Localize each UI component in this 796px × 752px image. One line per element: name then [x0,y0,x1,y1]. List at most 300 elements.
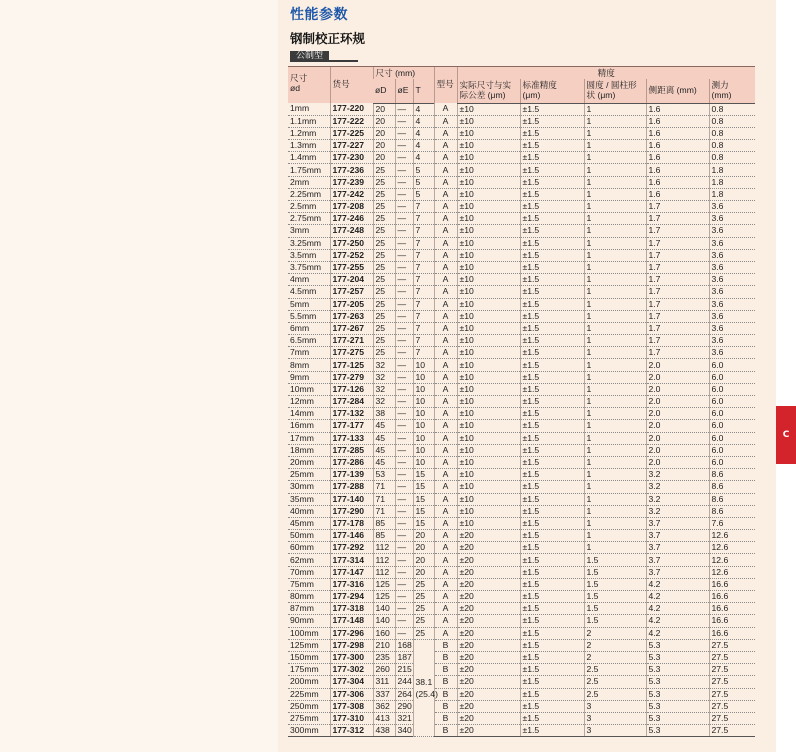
cell-t: 10 [413,432,434,444]
table-row [288,444,755,456]
cell-standard-precision: ±1.5 [520,591,584,603]
cell-t: 7 [413,237,434,249]
cell-size: 1.4mm [288,152,330,164]
cell-measuring-force: 8.6 [709,481,755,493]
cell-standard-precision: ±1.5 [520,578,584,590]
table-row [288,688,755,700]
cell-type: A [434,335,457,347]
cell-measuring-force: 6.0 [709,359,755,371]
cell-side-distance: 1.7 [646,225,709,237]
cell-measuring-force: 8.6 [709,493,755,505]
cell-code: 177-284 [330,396,373,408]
cell-oe: — [395,456,413,468]
cell-t: 4 [413,103,434,115]
table-row [288,712,755,724]
cell-t: 5 [413,176,434,188]
cell-od: 45 [373,432,395,444]
cell-od: 25 [373,164,395,176]
cell-roundness: 1 [584,286,646,298]
cell-oe: — [395,591,413,603]
cell-standard-precision: ±1.5 [520,201,584,213]
cell-type: A [434,127,457,139]
table-row [288,176,755,188]
cell-od: 125 [373,578,395,590]
cell-roundness: 1 [584,335,646,347]
cell-tolerance: ±10 [457,469,520,481]
header-precision-group: 精度 [457,67,755,80]
cell-measuring-force: 12.6 [709,542,755,554]
cell-side-distance: 2.0 [646,420,709,432]
table-row [288,152,755,164]
cell-od: 25 [373,213,395,225]
cell-side-distance: 4.2 [646,591,709,603]
cell-oe: 187 [395,651,413,663]
cell-measuring-force: 27.5 [709,651,755,663]
cell-od: 20 [373,152,395,164]
cell-standard-precision: ±1.5 [520,725,584,737]
cell-roundness: 1 [584,140,646,152]
cell-type: B [434,700,457,712]
cell-measuring-force: 0.8 [709,127,755,139]
table-row [288,408,755,420]
cell-side-distance: 5.3 [646,700,709,712]
header-code: 货号 [330,67,373,104]
cell-oe: — [395,322,413,334]
cell-side-distance: 3.7 [646,530,709,542]
cell-standard-precision: ±1.5 [520,651,584,663]
cell-tolerance: ±10 [457,481,520,493]
cell-standard-precision: ±1.5 [520,542,584,554]
cell-type: A [434,286,457,298]
cell-t: 10 [413,371,434,383]
cell-roundness: 3 [584,725,646,737]
cell-code: 177-148 [330,615,373,627]
cell-measuring-force: 3.6 [709,249,755,261]
table-row [288,664,755,676]
cell-code: 177-126 [330,383,373,395]
cell-t: 25 [413,603,434,615]
cell-standard-precision: ±1.5 [520,335,584,347]
cell-tolerance: ±10 [457,225,520,237]
cell-measuring-force: 27.5 [709,712,755,724]
cell-t: 25 [413,578,434,590]
cell-tolerance: ±10 [457,432,520,444]
cell-tolerance: ±20 [457,603,520,615]
cell-code: 177-306 [330,688,373,700]
cell-t: 7 [413,201,434,213]
cell-measuring-force: 3.6 [709,201,755,213]
cell-measuring-force: 6.0 [709,420,755,432]
cell-type: A [434,554,457,566]
cell-side-distance: 1.7 [646,237,709,249]
cell-tolerance: ±10 [457,286,520,298]
cell-measuring-force: 12.6 [709,554,755,566]
cell-tolerance: ±10 [457,127,520,139]
cell-tolerance: ±20 [457,578,520,590]
cell-side-distance: 5.3 [646,651,709,663]
cell-standard-precision: ±1.5 [520,152,584,164]
cell-side-distance: 5.3 [646,676,709,688]
table-row [288,213,755,225]
cell-side-distance: 2.0 [646,371,709,383]
cell-standard-precision: ±1.5 [520,481,584,493]
cell-roundness: 1 [584,298,646,310]
cell-standard-precision: ±1.5 [520,249,584,261]
cell-side-distance: 1.6 [646,152,709,164]
cell-size: 4.5mm [288,286,330,298]
cell-tolerance: ±20 [457,627,520,639]
cell-oe: — [395,493,413,505]
cell-t: 25 [413,627,434,639]
header-standard-precision: 标准精度 (μm) [520,79,584,103]
table-row [288,286,755,298]
table-row [288,505,755,517]
cell-tolerance: ±20 [457,566,520,578]
cell-side-distance: 3.7 [646,542,709,554]
cell-measuring-force: 16.6 [709,578,755,590]
cell-side-distance: 3.2 [646,469,709,481]
cell-standard-precision: ±1.5 [520,322,584,334]
cell-t: 15 [413,517,434,529]
cell-oe: — [395,127,413,139]
cell-roundness: 1 [584,347,646,359]
cell-roundness: 1 [584,456,646,468]
cell-roundness: 1.5 [584,554,646,566]
cell-oe: — [395,469,413,481]
cell-t: 7 [413,298,434,310]
cell-standard-precision: ±1.5 [520,115,584,127]
cell-code: 177-125 [330,359,373,371]
table-row [288,554,755,566]
cell-size: 10mm [288,383,330,395]
cell-tolerance: ±10 [457,383,520,395]
cell-measuring-force: 3.6 [709,213,755,225]
cell-od: 413 [373,712,395,724]
cell-roundness: 2 [584,651,646,663]
cell-side-distance: 5.3 [646,664,709,676]
cell-standard-precision: ±1.5 [520,274,584,286]
cell-standard-precision: ±1.5 [520,676,584,688]
cell-type: A [434,274,457,286]
table-row [288,140,755,152]
cell-measuring-force: 6.0 [709,396,755,408]
cell-oe: — [395,164,413,176]
cell-roundness: 1 [584,127,646,139]
cell-standard-precision: ±1.5 [520,444,584,456]
cell-size: 80mm [288,591,330,603]
left-margin-background [0,0,278,752]
cell-standard-precision: ±1.5 [520,627,584,639]
cell-standard-precision: ±1.5 [520,371,584,383]
cell-roundness: 1 [584,152,646,164]
cell-roundness: 1 [584,517,646,529]
cell-standard-precision: ±1.5 [520,603,584,615]
header-dimensions-group: 尺寸 (mm) [373,67,434,80]
table-row [288,456,755,468]
cell-code: 177-257 [330,286,373,298]
cell-oe: — [395,176,413,188]
cell-t: 7 [413,261,434,273]
cell-side-distance: 1.7 [646,347,709,359]
cell-code: 177-236 [330,164,373,176]
cell-type: A [434,237,457,249]
cell-size: 6.5mm [288,335,330,347]
cell-od: 71 [373,493,395,505]
cell-size: 8mm [288,359,330,371]
spec-table [288,66,755,737]
cell-side-distance: 1.7 [646,322,709,334]
cell-type: A [434,298,457,310]
cell-size: 5.5mm [288,310,330,322]
cell-measuring-force: 0.8 [709,140,755,152]
cell-measuring-force: 3.6 [709,298,755,310]
table-row [288,700,755,712]
cell-type: A [434,456,457,468]
cell-t: 7 [413,213,434,225]
cell-side-distance: 1.7 [646,213,709,225]
cell-t: 10 [413,456,434,468]
cell-code: 177-222 [330,115,373,127]
cell-type: A [434,481,457,493]
cell-oe: — [395,310,413,322]
cell-roundness: 1 [584,164,646,176]
cell-t: 25 [413,615,434,627]
cell-tolerance: ±10 [457,249,520,261]
cell-tolerance: ±10 [457,201,520,213]
cell-measuring-force: 3.6 [709,310,755,322]
cell-standard-precision: ±1.5 [520,140,584,152]
cell-roundness: 1 [584,371,646,383]
cell-measuring-force: 12.6 [709,530,755,542]
cell-type: A [434,213,457,225]
cell-tolerance: ±10 [457,237,520,249]
cell-side-distance: 1.7 [646,274,709,286]
cell-standard-precision: ±1.5 [520,456,584,468]
cell-measuring-force: 27.5 [709,688,755,700]
cell-oe: — [395,213,413,225]
cell-type: A [434,530,457,542]
cell-od: 85 [373,530,395,542]
cell-oe: — [395,603,413,615]
cell-standard-precision: ±1.5 [520,517,584,529]
product-title: 钢制校正环规 [290,31,366,46]
cell-oe: — [395,140,413,152]
cell-od: 71 [373,481,395,493]
cell-size: 200mm [288,676,330,688]
cell-side-distance: 1.6 [646,103,709,115]
cell-standard-precision: ±1.5 [520,639,584,651]
cell-measuring-force: 8.6 [709,469,755,481]
cell-size: 7mm [288,347,330,359]
cell-od: 20 [373,140,395,152]
cell-roundness: 1 [584,322,646,334]
cell-oe: — [395,566,413,578]
cell-size: 40mm [288,505,330,517]
cell-tolerance: ±10 [457,347,520,359]
cell-side-distance: 5.3 [646,688,709,700]
cell-tolerance: ±20 [457,712,520,724]
cell-roundness: 1 [584,444,646,456]
cell-tolerance: ±10 [457,335,520,347]
cell-measuring-force: 1.8 [709,176,755,188]
cell-type: A [434,420,457,432]
cell-tolerance: ±20 [457,542,520,554]
cell-standard-precision: ±1.5 [520,213,584,225]
cell-standard-precision: ±1.5 [520,408,584,420]
cell-side-distance: 3.2 [646,505,709,517]
cell-measuring-force: 6.0 [709,408,755,420]
cell-tolerance: ±20 [457,554,520,566]
cell-code: 177-263 [330,310,373,322]
cell-od: 25 [373,274,395,286]
cell-size: 5mm [288,298,330,310]
cell-measuring-force: 12.6 [709,566,755,578]
cell-side-distance: 1.7 [646,335,709,347]
cell-tolerance: ±20 [457,615,520,627]
cell-od: 45 [373,444,395,456]
cell-tolerance: ±20 [457,591,520,603]
cell-t: 5 [413,164,434,176]
chapter-tab-c[interactable]: C [776,406,796,464]
cell-size: 2mm [288,176,330,188]
cell-measuring-force: 27.5 [709,664,755,676]
cell-measuring-force: 16.6 [709,627,755,639]
table-row [288,493,755,505]
cell-od: 311 [373,676,395,688]
cell-standard-precision: ±1.5 [520,103,584,115]
cell-roundness: 1 [584,505,646,517]
cell-tolerance: ±10 [457,310,520,322]
cell-tolerance: ±10 [457,456,520,468]
cell-roundness: 1 [584,115,646,127]
header-type: 型号 [434,67,457,104]
cell-type: B [434,639,457,651]
table-row [288,383,755,395]
cell-side-distance: 4.2 [646,578,709,590]
table-row [288,249,755,261]
cell-measuring-force: 6.0 [709,432,755,444]
cell-roundness: 1 [584,481,646,493]
cell-oe: — [395,359,413,371]
cell-oe: — [395,383,413,395]
metric-type-tag [290,50,358,62]
cell-type: A [434,603,457,615]
cell-side-distance: 2.0 [646,359,709,371]
cell-size: 3.75mm [288,261,330,273]
cell-type: A [434,359,457,371]
cell-tolerance: ±10 [457,322,520,334]
cell-type: A [434,103,457,115]
cell-standard-precision: ±1.5 [520,286,584,298]
cell-standard-precision: ±1.5 [520,188,584,200]
cell-type: A [434,176,457,188]
cell-type: A [434,469,457,481]
cell-oe: — [395,444,413,456]
cell-od: 71 [373,505,395,517]
cell-side-distance: 3.7 [646,517,709,529]
cell-type: A [434,408,457,420]
cell-tolerance: ±10 [457,505,520,517]
cell-od: 25 [373,249,395,261]
cell-tolerance: ±20 [457,700,520,712]
cell-od: 140 [373,615,395,627]
cell-tolerance: ±20 [457,676,520,688]
cell-roundness: 1 [584,432,646,444]
cell-od: 45 [373,456,395,468]
cell-measuring-force: 27.5 [709,639,755,651]
cell-t: 7 [413,322,434,334]
cell-measuring-force: 3.6 [709,322,755,334]
cell-oe: — [395,103,413,115]
cell-tolerance: ±10 [457,444,520,456]
cell-code: 177-132 [330,408,373,420]
header-oe: øE [395,79,413,103]
cell-oe: — [395,627,413,639]
cell-od: 25 [373,310,395,322]
cell-standard-precision: ±1.5 [520,310,584,322]
cell-roundness: 1 [584,359,646,371]
cell-type: B [434,725,457,737]
cell-code: 177-250 [330,237,373,249]
cell-standard-precision: ±1.5 [520,225,584,237]
cell-size: 3.25mm [288,237,330,249]
cell-size: 1.75mm [288,164,330,176]
cell-side-distance: 3.2 [646,493,709,505]
cell-oe: — [395,481,413,493]
cell-oe: 290 [395,700,413,712]
cell-side-distance: 2.0 [646,383,709,395]
table-row [288,566,755,578]
cell-measuring-force: 16.6 [709,591,755,603]
cell-oe: — [395,432,413,444]
cell-type: A [434,201,457,213]
cell-tolerance: ±10 [457,213,520,225]
cell-t: 7 [413,274,434,286]
cell-code: 177-271 [330,335,373,347]
cell-measuring-force: 8.6 [709,505,755,517]
cell-tolerance: ±10 [457,298,520,310]
cell-tolerance: ±10 [457,396,520,408]
cell-code: 177-285 [330,444,373,456]
cell-roundness: 3 [584,700,646,712]
cell-type: A [434,164,457,176]
cell-size: 4mm [288,274,330,286]
cell-od: 32 [373,383,395,395]
cell-side-distance: 5.3 [646,725,709,737]
table-row [288,371,755,383]
cell-t: 20 [413,566,434,578]
cell-oe: — [395,274,413,286]
cell-od: 112 [373,542,395,554]
cell-measuring-force: 16.6 [709,603,755,615]
header-measuring-force: 测力 (mm) [709,79,755,103]
cell-od: 260 [373,664,395,676]
cell-type: A [434,505,457,517]
table-row [288,188,755,200]
cell-size: 3mm [288,225,330,237]
cell-standard-precision: ±1.5 [520,664,584,676]
cell-measuring-force: 6.0 [709,371,755,383]
cell-od: 438 [373,725,395,737]
cell-roundness: 1 [584,261,646,273]
cell-type: A [434,578,457,590]
cell-side-distance: 2.0 [646,444,709,456]
cell-code: 177-140 [330,493,373,505]
cell-roundness: 1.5 [584,578,646,590]
cell-side-distance: 1.6 [646,188,709,200]
cell-side-distance: 1.6 [646,164,709,176]
cell-roundness: 1.5 [584,603,646,615]
